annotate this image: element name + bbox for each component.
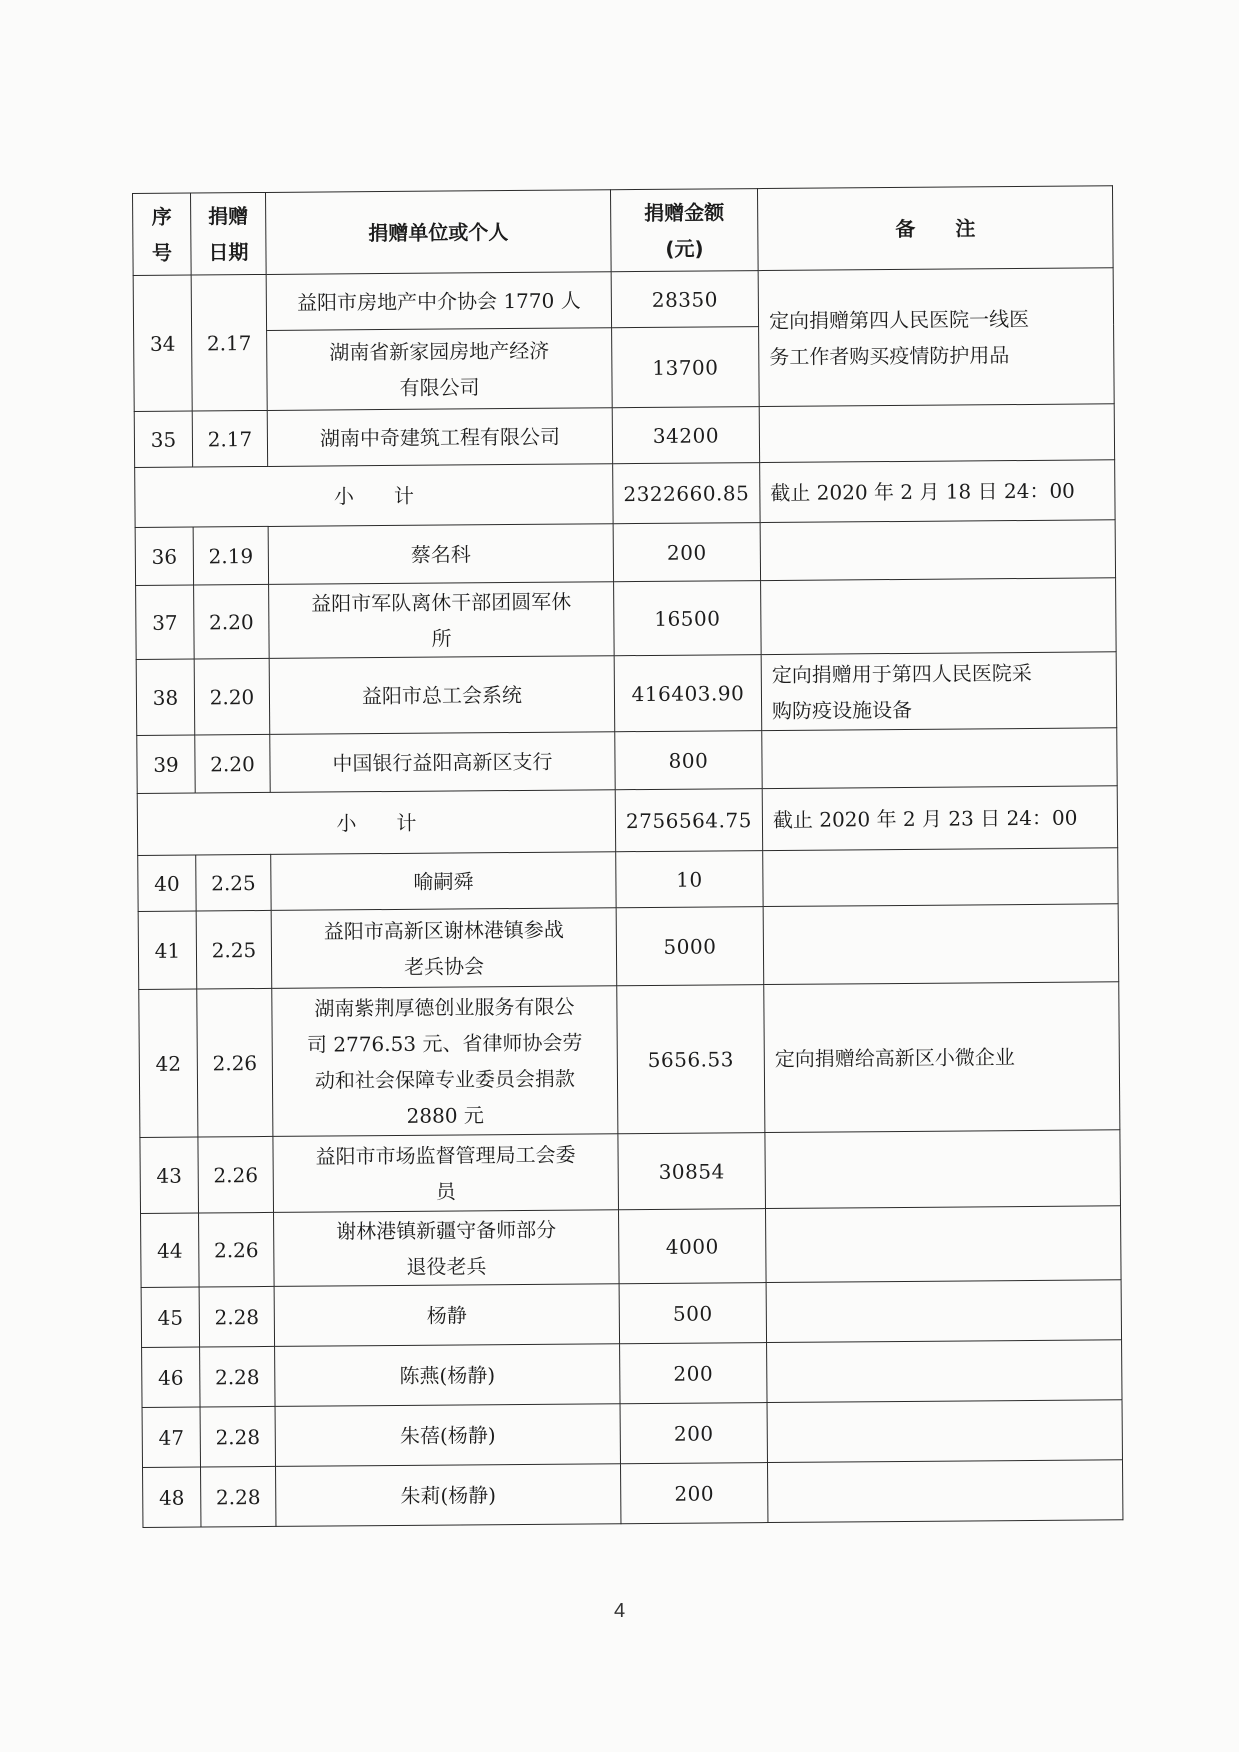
- amount-cell: 416403.90: [614, 655, 762, 732]
- date-cell: 2.19: [193, 526, 268, 585]
- seq-cell: 41: [138, 911, 197, 989]
- amount-cell: 200: [613, 523, 760, 582]
- subtotal-row: [137, 786, 1117, 856]
- table-row: [135, 520, 1115, 586]
- seq-cell: 34: [133, 275, 192, 411]
- donor-cell: 中国银行益阳高新区支行: [270, 732, 615, 793]
- donor-cell: 益阳市总工会系统: [269, 656, 615, 735]
- seq-cell: 35: [134, 411, 192, 467]
- note-cell: [765, 1206, 1121, 1283]
- note-cell: [767, 1400, 1122, 1463]
- date-cell: 2.28: [199, 1286, 274, 1347]
- table-row: [138, 904, 1119, 990]
- table-row: [140, 1130, 1121, 1214]
- header-amount: 捐赠金额 (元): [610, 189, 758, 272]
- amount-cell: 28350: [611, 271, 758, 328]
- note-cell: [761, 578, 1117, 655]
- donor-cell: 湖南中奇建筑工程有限公司: [267, 408, 612, 467]
- amount-cell: 200: [620, 1463, 767, 1524]
- table-row: [141, 1280, 1121, 1348]
- note-cell: [767, 1340, 1122, 1403]
- donor-cell: 益阳市房地产中介协会 1770 人: [266, 272, 611, 331]
- donor-cell: 喻嗣舜: [271, 852, 616, 911]
- subtotal-note: 截止 2020 年 2 月 18 日 24：00: [760, 460, 1115, 523]
- table-row: [136, 578, 1117, 660]
- table-row: [142, 1400, 1122, 1468]
- amount-cell: 4000: [619, 1209, 767, 1284]
- amount-cell: 200: [620, 1403, 767, 1464]
- seq-cell: 40: [138, 855, 196, 911]
- donor-cell: 杨静: [274, 1284, 619, 1347]
- amount-cell: 5000: [616, 907, 764, 986]
- amount-cell: 13700: [612, 327, 760, 408]
- donor-cell: 益阳市市场监督管理局工会委 员: [273, 1134, 619, 1213]
- amount-cell: 10: [616, 851, 763, 908]
- amount-cell: 500: [619, 1283, 766, 1344]
- header-donor: 捐赠单位或个人: [265, 190, 611, 275]
- table-row: [134, 404, 1114, 468]
- page-number: 4: [613, 1600, 626, 1622]
- date-cell: 2.20: [195, 734, 270, 793]
- donor-cell: 湖南省新家园房地产经济 有限公司: [267, 328, 613, 411]
- donor-cell: 朱蓓(杨静): [275, 1404, 620, 1467]
- seq-cell: 39: [137, 735, 195, 793]
- note-cell: [765, 1130, 1121, 1209]
- note-cell: [759, 404, 1114, 463]
- seq-cell: 38: [136, 659, 195, 735]
- amount-cell: 30854: [618, 1133, 766, 1210]
- note-cell: 定向捐赠给高新区小微企业: [764, 982, 1120, 1133]
- date-cell: 2.28: [200, 1346, 275, 1407]
- donor-cell: 湖南紫荆厚德创业服务有限公 司 2776.53 元、省律师协会劳 动和社会保障专业委员会捐款 2880 元: [272, 986, 618, 1137]
- donor-cell: 朱莉(杨静): [276, 1464, 621, 1527]
- seq-cell: 44: [141, 1213, 200, 1287]
- note-cell: [760, 520, 1115, 581]
- donor-cell: 陈燕(杨静): [275, 1344, 620, 1407]
- note-cell: [763, 848, 1118, 907]
- date-cell: 2.28: [201, 1466, 276, 1527]
- amount-cell: 800: [615, 731, 762, 790]
- subtotal-label: 小 计: [137, 790, 615, 856]
- subtotal-label: 小 计: [135, 464, 613, 528]
- seq-cell: 45: [141, 1287, 199, 1347]
- header-date: 捐赠 日期: [191, 192, 267, 275]
- date-cell: 2.25: [196, 910, 272, 989]
- amount-cell: 34200: [612, 407, 759, 464]
- seq-cell: 42: [139, 989, 198, 1137]
- date-cell: 2.20: [194, 584, 270, 659]
- subtotal-amount: 2756564.75: [615, 789, 762, 852]
- subtotal-amount: 2322660.85: [613, 463, 760, 524]
- table-row: [138, 848, 1118, 912]
- date-cell: 2.17: [192, 410, 267, 467]
- subtotal-note: 截止 2020 年 2 月 23 日 24：00: [762, 786, 1117, 851]
- seq-cell: 48: [143, 1467, 201, 1527]
- date-cell: 2.28: [200, 1406, 275, 1467]
- note-cell: [766, 1280, 1121, 1343]
- donor-cell: 益阳市高新区谢林港镇参战 老兵协会: [271, 908, 617, 989]
- donor-cell: 蔡名科: [268, 524, 613, 585]
- date-cell: 2.25: [196, 854, 271, 911]
- seq-cell: 37: [136, 585, 195, 659]
- donor-cell: 益阳市军队离休干部团圆军休 所: [269, 582, 615, 659]
- subtotal-row: [135, 460, 1115, 528]
- table-row: [139, 982, 1120, 1138]
- header-note: 备 注: [757, 186, 1113, 271]
- seq-cell: 43: [140, 1137, 199, 1213]
- table-row: [136, 652, 1117, 736]
- date-cell: 2.26: [198, 1136, 274, 1213]
- table-row: [142, 1340, 1122, 1408]
- amount-cell: 200: [620, 1343, 767, 1404]
- note-cell: [763, 904, 1119, 985]
- table-row: [133, 268, 1113, 332]
- donation-table: [132, 185, 1123, 1528]
- amount-cell: 5656.53: [617, 985, 765, 1134]
- table-row: [143, 1460, 1123, 1528]
- note-cell: 定向捐赠用于第四人民医院采 购防疫设施设备: [761, 652, 1117, 731]
- note-cell: [762, 728, 1117, 789]
- seq-cell: 36: [135, 527, 193, 585]
- date-cell: 2.17: [191, 274, 267, 411]
- amount-cell: 16500: [614, 581, 762, 656]
- header-seq: 序 号: [133, 193, 192, 275]
- table-row: [137, 728, 1117, 794]
- date-cell: 2.20: [194, 658, 270, 735]
- seq-cell: 46: [142, 1347, 200, 1407]
- date-cell: 2.26: [197, 988, 273, 1137]
- seq-cell: 47: [142, 1407, 200, 1467]
- table-row: [141, 1206, 1122, 1288]
- note-cell: 定向捐赠第四人民医院一线医 务工作者购买疫情防护用品: [758, 268, 1114, 407]
- table-header-row: [133, 186, 1114, 276]
- date-cell: 2.26: [199, 1212, 275, 1287]
- donor-cell: 谢林港镇新疆守备师部分 退役老兵: [274, 1210, 620, 1287]
- note-cell: [767, 1460, 1122, 1523]
